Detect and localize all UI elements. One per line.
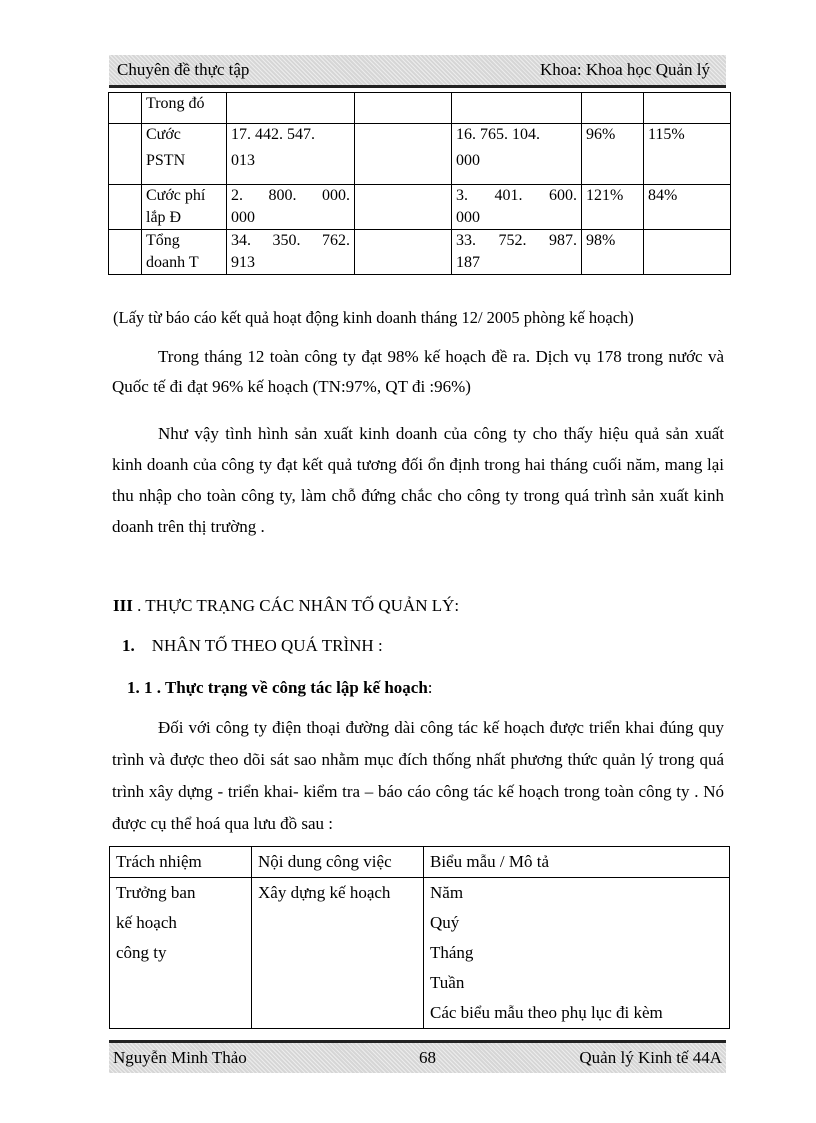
header-left: Chuyên đề thực tập (117, 60, 250, 79)
table-row: Cước 17. 442. 547. 16. 765. 104. 96% 115% (109, 124, 731, 151)
table-row: Trong đó (109, 93, 731, 124)
paragraph-2: Như vậy tình hình sản xuất kinh doanh của công ty cho thấy hiệu quả sản xuất kinh doanh của công ty đạt kết quả tương đối ổn định trong hai tháng cuối năm, mang lại thu nhập cho toàn công ty, làm chỗ đứng chắc cho công ty trong quá trình sản xuất kinh doanh trên thị trường . (112, 424, 724, 536)
header-right: Khoa: Khoa học Quản lý (540, 60, 710, 79)
table-row: Tổng doanh T 34. 350. 762. 913 33. 752. 987. 187 98% (109, 230, 731, 275)
page-header (109, 55, 726, 88)
table-row: Trưởng ban kế hoạch công ty Xây dựng kế hoạch Năm Quý Tháng Tuần Các biểu mẫu theo phụ lục đi kèm (110, 878, 730, 1029)
paragraph-1: Trong tháng 12 toàn công ty đạt 98% kế hoạch đề ra. Dịch vụ 178 trong nước và Quốc tế đi đạt 96% kế hoạch (TN:97%, QT đi :96%) (112, 347, 724, 396)
heading-1: 1. NHÂN TỐ THEO QUÁ TRÌNH : (122, 636, 383, 655)
workflow-table (109, 846, 730, 1029)
table-row: Cước phí lắp Đ 2. 800. 000. 000 3. 401. 600. 000 121% 84% (109, 185, 731, 230)
page-number: 68 (419, 1048, 436, 1067)
table-header-row: Trách nhiệm Nội dung công việc Biểu mẫu / Mô tả (110, 847, 730, 878)
source-note: (Lấy từ báo cáo kết quả hoạt động kinh doanh tháng 12/ 2005 phòng kế hoạch) (113, 308, 634, 327)
footer-author: Nguyễn Minh Thảo (113, 1048, 247, 1067)
footer-right: Quản lý Kinh tế 44A (579, 1048, 722, 1067)
table-row: PSTN 013 000 (109, 150, 731, 185)
page-footer (109, 1040, 726, 1073)
paragraph-3: Đối với công ty điện thoại đường dài công tác kế hoạch được triển khai đúng quy trình và được theo dõi sát sao nhằm mục đích thống nhất phương thức quản lý trong quá trình xây dựng - triển khai- kiểm tra – báo cáo công tác kế hoạch trong toàn công ty . Nó được cụ thể hoá qua lưu đồ sau : (112, 718, 724, 833)
heading-1-1: 1. 1 . Thực trạng về công tác lập kế hoạch: (127, 678, 433, 697)
revenue-table (108, 92, 731, 275)
heading-III: III . THỰC TRẠNG CÁC NHÂN TỐ QUẢN LÝ: (113, 596, 460, 615)
